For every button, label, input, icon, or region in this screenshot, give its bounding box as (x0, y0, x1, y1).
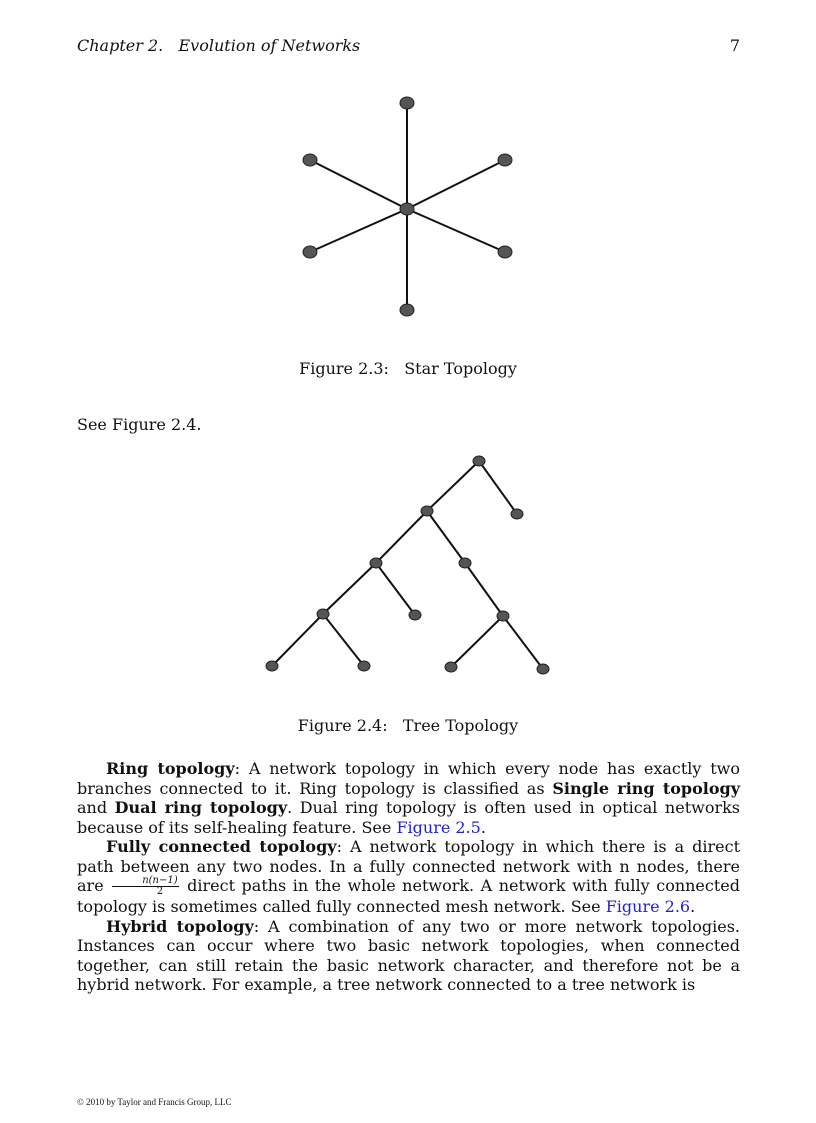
tree-root-node (473, 456, 485, 466)
tree-link (451, 616, 503, 667)
tree-node (266, 661, 278, 671)
tree-topology-figure (0, 450, 816, 680)
tree-node (370, 558, 382, 568)
figure-2-5-link[interactable]: Figure 2.5 (396, 817, 481, 837)
tree-link (427, 511, 465, 563)
tree-link (323, 563, 376, 614)
tree-link (503, 616, 543, 669)
star-node (400, 304, 414, 316)
tree-link (376, 563, 415, 615)
tree-link (323, 614, 364, 666)
tree-node (409, 610, 421, 620)
figure-2-6-link[interactable]: Figure 2.6 (605, 897, 691, 916)
tree-link (427, 461, 479, 511)
running-header (77, 36, 740, 58)
star-link (310, 209, 407, 252)
tree-link (376, 511, 427, 563)
tree-links (272, 461, 543, 669)
see-figure-line: See Figure 2.4. (77, 415, 202, 434)
star-node (303, 246, 317, 258)
tree-link (272, 614, 323, 666)
star-node (498, 154, 512, 166)
tree-link (479, 461, 517, 514)
hybrid-topology-paragraph: Hybrid topology: A combination of any two or more network topologies. Instances can occur where two basic network topologies, when connected together, can still retain the basic network character, and therefore not be a hybrid network. For example, a tree network connected to a tree network is (77, 916, 740, 994)
star-node (400, 97, 414, 109)
tree-node (358, 661, 370, 671)
figure-2-3-caption: Figure 2.3: Star Topology (299, 359, 517, 378)
star-node (303, 154, 317, 166)
star-hub-node (400, 203, 414, 215)
figure-2-4-caption: Figure 2.4: Tree Topology (297, 716, 519, 735)
tree-nodes (266, 456, 549, 674)
star-link (407, 209, 505, 252)
tree-node (497, 611, 509, 621)
tree-node (421, 506, 433, 516)
ring-topology-paragraph: Ring topology: A network topology in which every node has exactly two branches connected to it. Ring topology is classified as Single ring topology and Dual ring topology. Dual ring topology is often used in optical networks because of its self-healing feature. See Figure 2.5. (77, 759, 741, 837)
star-link (407, 160, 505, 209)
tree-node (317, 609, 329, 619)
page-number: 7 (729, 36, 740, 55)
tree-node (511, 509, 523, 519)
body-text (77, 759, 740, 995)
tree-node (459, 558, 471, 568)
header-title: Evolution of Networks (178, 36, 361, 55)
paths-fraction: $\frac{n(n-1)}{2}$ (112, 876, 178, 897)
star-topology-figure (0, 90, 816, 320)
tree-link (465, 563, 503, 616)
tree-node (537, 664, 549, 674)
header-chapter: Chapter 2. (77, 36, 164, 55)
fully-connected-paragraph: Fully connected topology: A network topology in which there is a direct path between any two nodes. In a fully connected network with n nodes, there are $\frac{n(n-1)}{2}$ direct paths in the whole network. A network with fully connected topology is sometimes called fully connected mesh network. See Figure 2.6. (77, 837, 741, 916)
star-link (310, 160, 407, 209)
tree-node (445, 662, 457, 672)
copyright-footer: © 2010 by Taylor and Francis Group, LLC (77, 1097, 232, 1107)
star-node (498, 246, 512, 258)
